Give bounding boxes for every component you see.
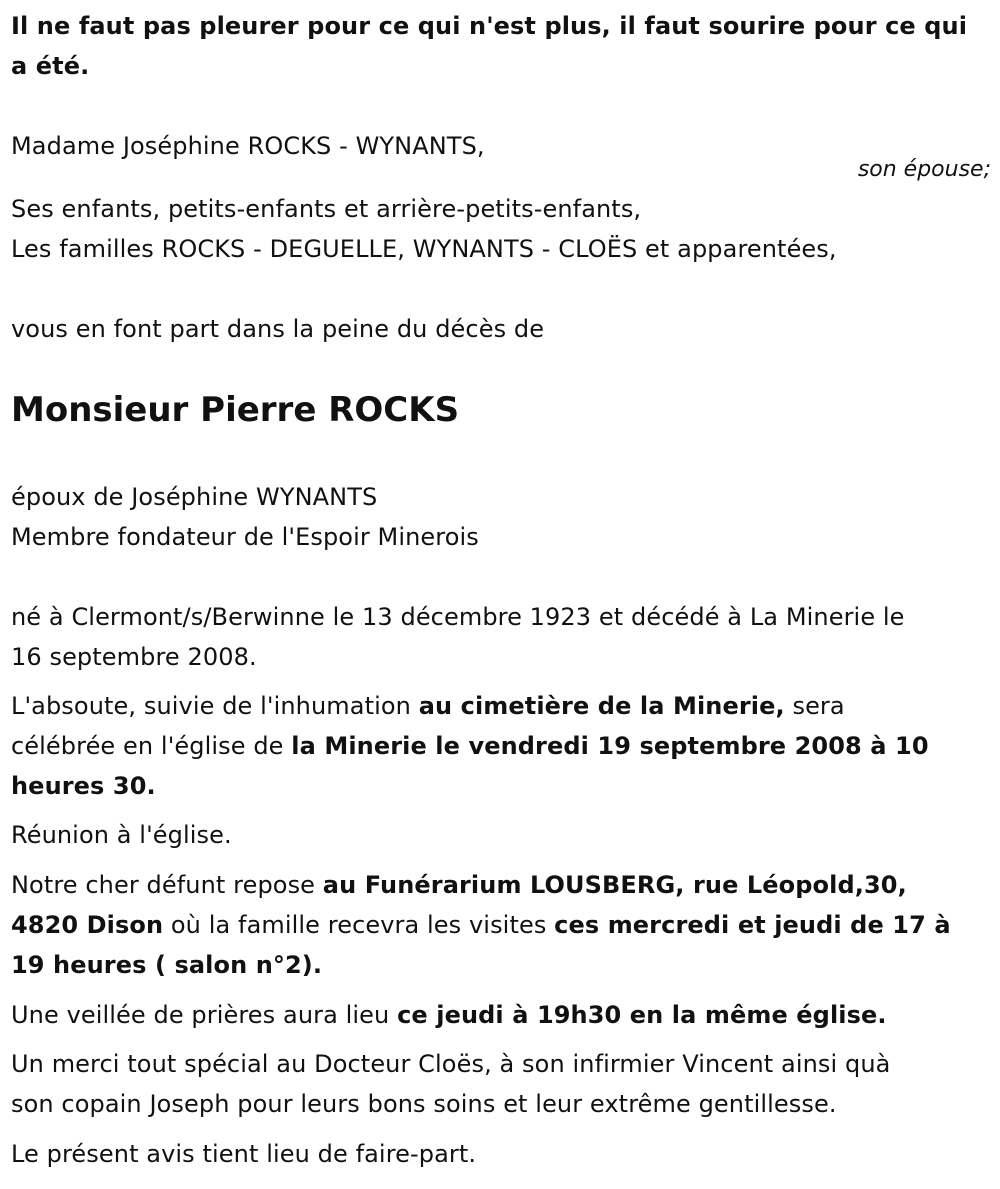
announce-line: vous en font part dans la peine du décès de — [11, 315, 545, 343]
rest-visit-hours: 19 heures ( salon n°2). — [11, 951, 323, 979]
ceremony-time: heures 30. — [11, 772, 156, 800]
ceremony-cemetery: au cimetière de la Minerie, — [418, 692, 785, 720]
rest-funeral-home: au Funérarium LOUSBERG, rue Léopold,30, — [322, 871, 907, 899]
quote-line-2: a été. — [11, 52, 90, 80]
birth-death-line-1: né à Clermont/s/Berwinne le 13 décembre 1923 et décédé à La Minerie le — [11, 603, 905, 631]
rest-line-1 — [11, 865, 907, 905]
member-line: Membre fondateur de l'Espoir Minerois — [11, 523, 479, 551]
ceremony-text-3: célébrée en l'église de — [11, 732, 292, 760]
ceremony-line-1 — [11, 686, 845, 726]
thanks-line-1: Un merci tout spécial au Docteur Cloës, à son infirmier Vincent ainsi quà — [11, 1050, 891, 1078]
rest-line-2 — [11, 905, 951, 945]
ceremony-text-2: sera — [784, 692, 845, 720]
rest-text-2: où la famille recevra les visites — [163, 911, 555, 939]
widow-line: Madame Joséphine ROCKS - WYNANTS, — [11, 132, 485, 160]
reunion-line: Réunion à l'église. — [11, 821, 232, 849]
spouse-line: époux de Joséphine WYNANTS — [11, 483, 378, 511]
closing-line: Le présent avis tient lieu de faire-part. — [11, 1140, 477, 1168]
rest-text-1: Notre cher défunt repose — [11, 871, 323, 899]
vigil-text: Une veillée de prières aura lieu — [11, 1001, 398, 1029]
deceased-name: Monsieur Pierre ROCKS — [11, 390, 460, 430]
thanks-line-2: son copain Joseph pour leurs bons soins et leur extrême gentillesse. — [11, 1090, 837, 1118]
quote-line-1: Il ne faut pas pleurer pour ce qui n'est plus, il faut sourire pour ce qui — [11, 12, 968, 40]
families-line: Les familles ROCKS - DEGUELLE, WYNANTS - CLOËS et apparentées, — [11, 235, 837, 263]
birth-death-line-2: 16 septembre 2008. — [11, 643, 257, 671]
widow-role: son épouse; — [857, 157, 991, 182]
children-line: Ses enfants, petits-enfants et arrière-petits-enfants, — [11, 195, 642, 223]
ceremony-text-1: L'absoute, suivie de l'inhumation — [11, 692, 419, 720]
ceremony-line-2 — [11, 726, 929, 766]
ceremony-date: la Minerie le vendredi 19 septembre 2008 à 10 — [291, 732, 929, 760]
vigil-time: ce jeudi à 19h30 en la même église. — [397, 1001, 887, 1029]
rest-visit-days: ces mercredi et jeudi de 17 à — [554, 911, 951, 939]
rest-city: 4820 Dison — [11, 911, 164, 939]
vigil-line — [11, 995, 887, 1035]
